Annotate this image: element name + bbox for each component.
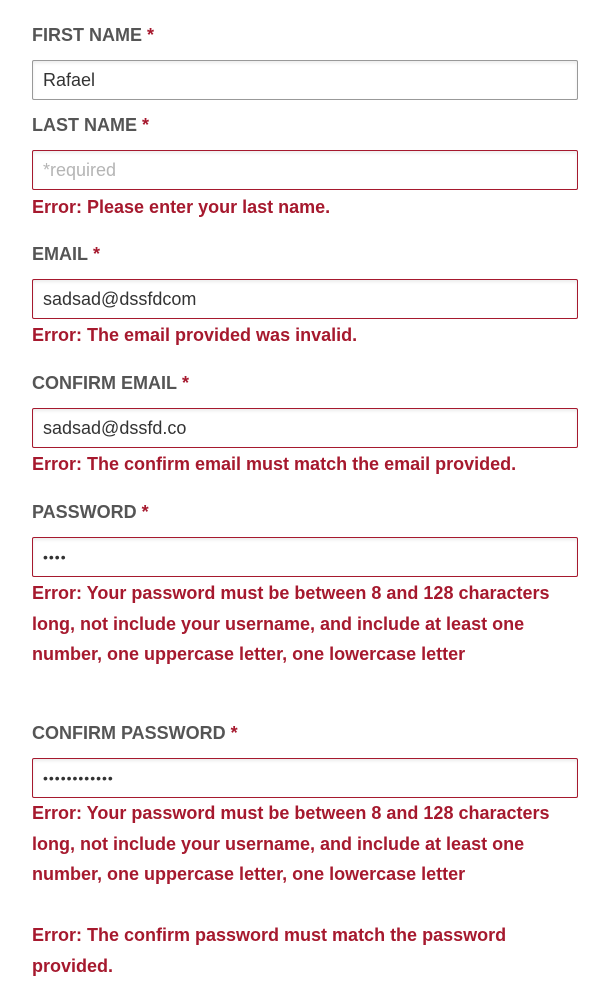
last-name-required-mark: *	[142, 115, 150, 135]
confirm-email-required-mark: *	[181, 373, 189, 393]
email-label-text: EMAIL	[32, 244, 88, 264]
confirm-email-label-text: CONFIRM EMAIL	[32, 373, 177, 393]
confirm-password-error-match: Error: The confirm password must match the password provided.	[32, 925, 507, 976]
email-label	[32, 243, 100, 265]
first-name-input[interactable]	[32, 60, 578, 100]
password-error: Error: Your password must be between 8 and 128 characters long, not include your username, and include at least one number, one uppercase letter, one lowercase letter	[32, 583, 550, 664]
confirm-password-error-length: Error: Your password must be between 8 and 128 characters long, not include your username, and include at least one number, one uppercase letter, one lowercase letter	[32, 803, 550, 884]
confirm-password-label	[32, 722, 238, 744]
first-name-required-mark: *	[147, 25, 155, 45]
email-input[interactable]	[32, 279, 578, 319]
password-required-mark: *	[141, 502, 149, 522]
confirm-password-input[interactable]	[32, 758, 578, 798]
password-input[interactable]	[32, 537, 578, 577]
confirm-email-error: Error: The confirm email must match the email provided.	[32, 454, 517, 474]
email-required-mark: *	[93, 244, 101, 264]
confirm-password-required-mark: *	[230, 723, 238, 743]
last-name-label-text: LAST NAME	[32, 115, 137, 135]
last-name-error: Error: Please enter your last name.	[32, 197, 331, 217]
first-name-label	[32, 24, 154, 46]
first-name-label-text: FIRST NAME	[32, 25, 142, 45]
password-label-text: PASSWORD	[32, 502, 137, 522]
last-name-label	[32, 114, 149, 136]
confirm-email-label	[32, 372, 189, 394]
email-error: Error: The email provided was invalid.	[32, 325, 358, 345]
last-name-input[interactable]	[32, 150, 578, 190]
confirm-password-label-text: CONFIRM PASSWORD	[32, 723, 226, 743]
confirm-email-input[interactable]	[32, 408, 578, 448]
password-label	[32, 501, 149, 523]
